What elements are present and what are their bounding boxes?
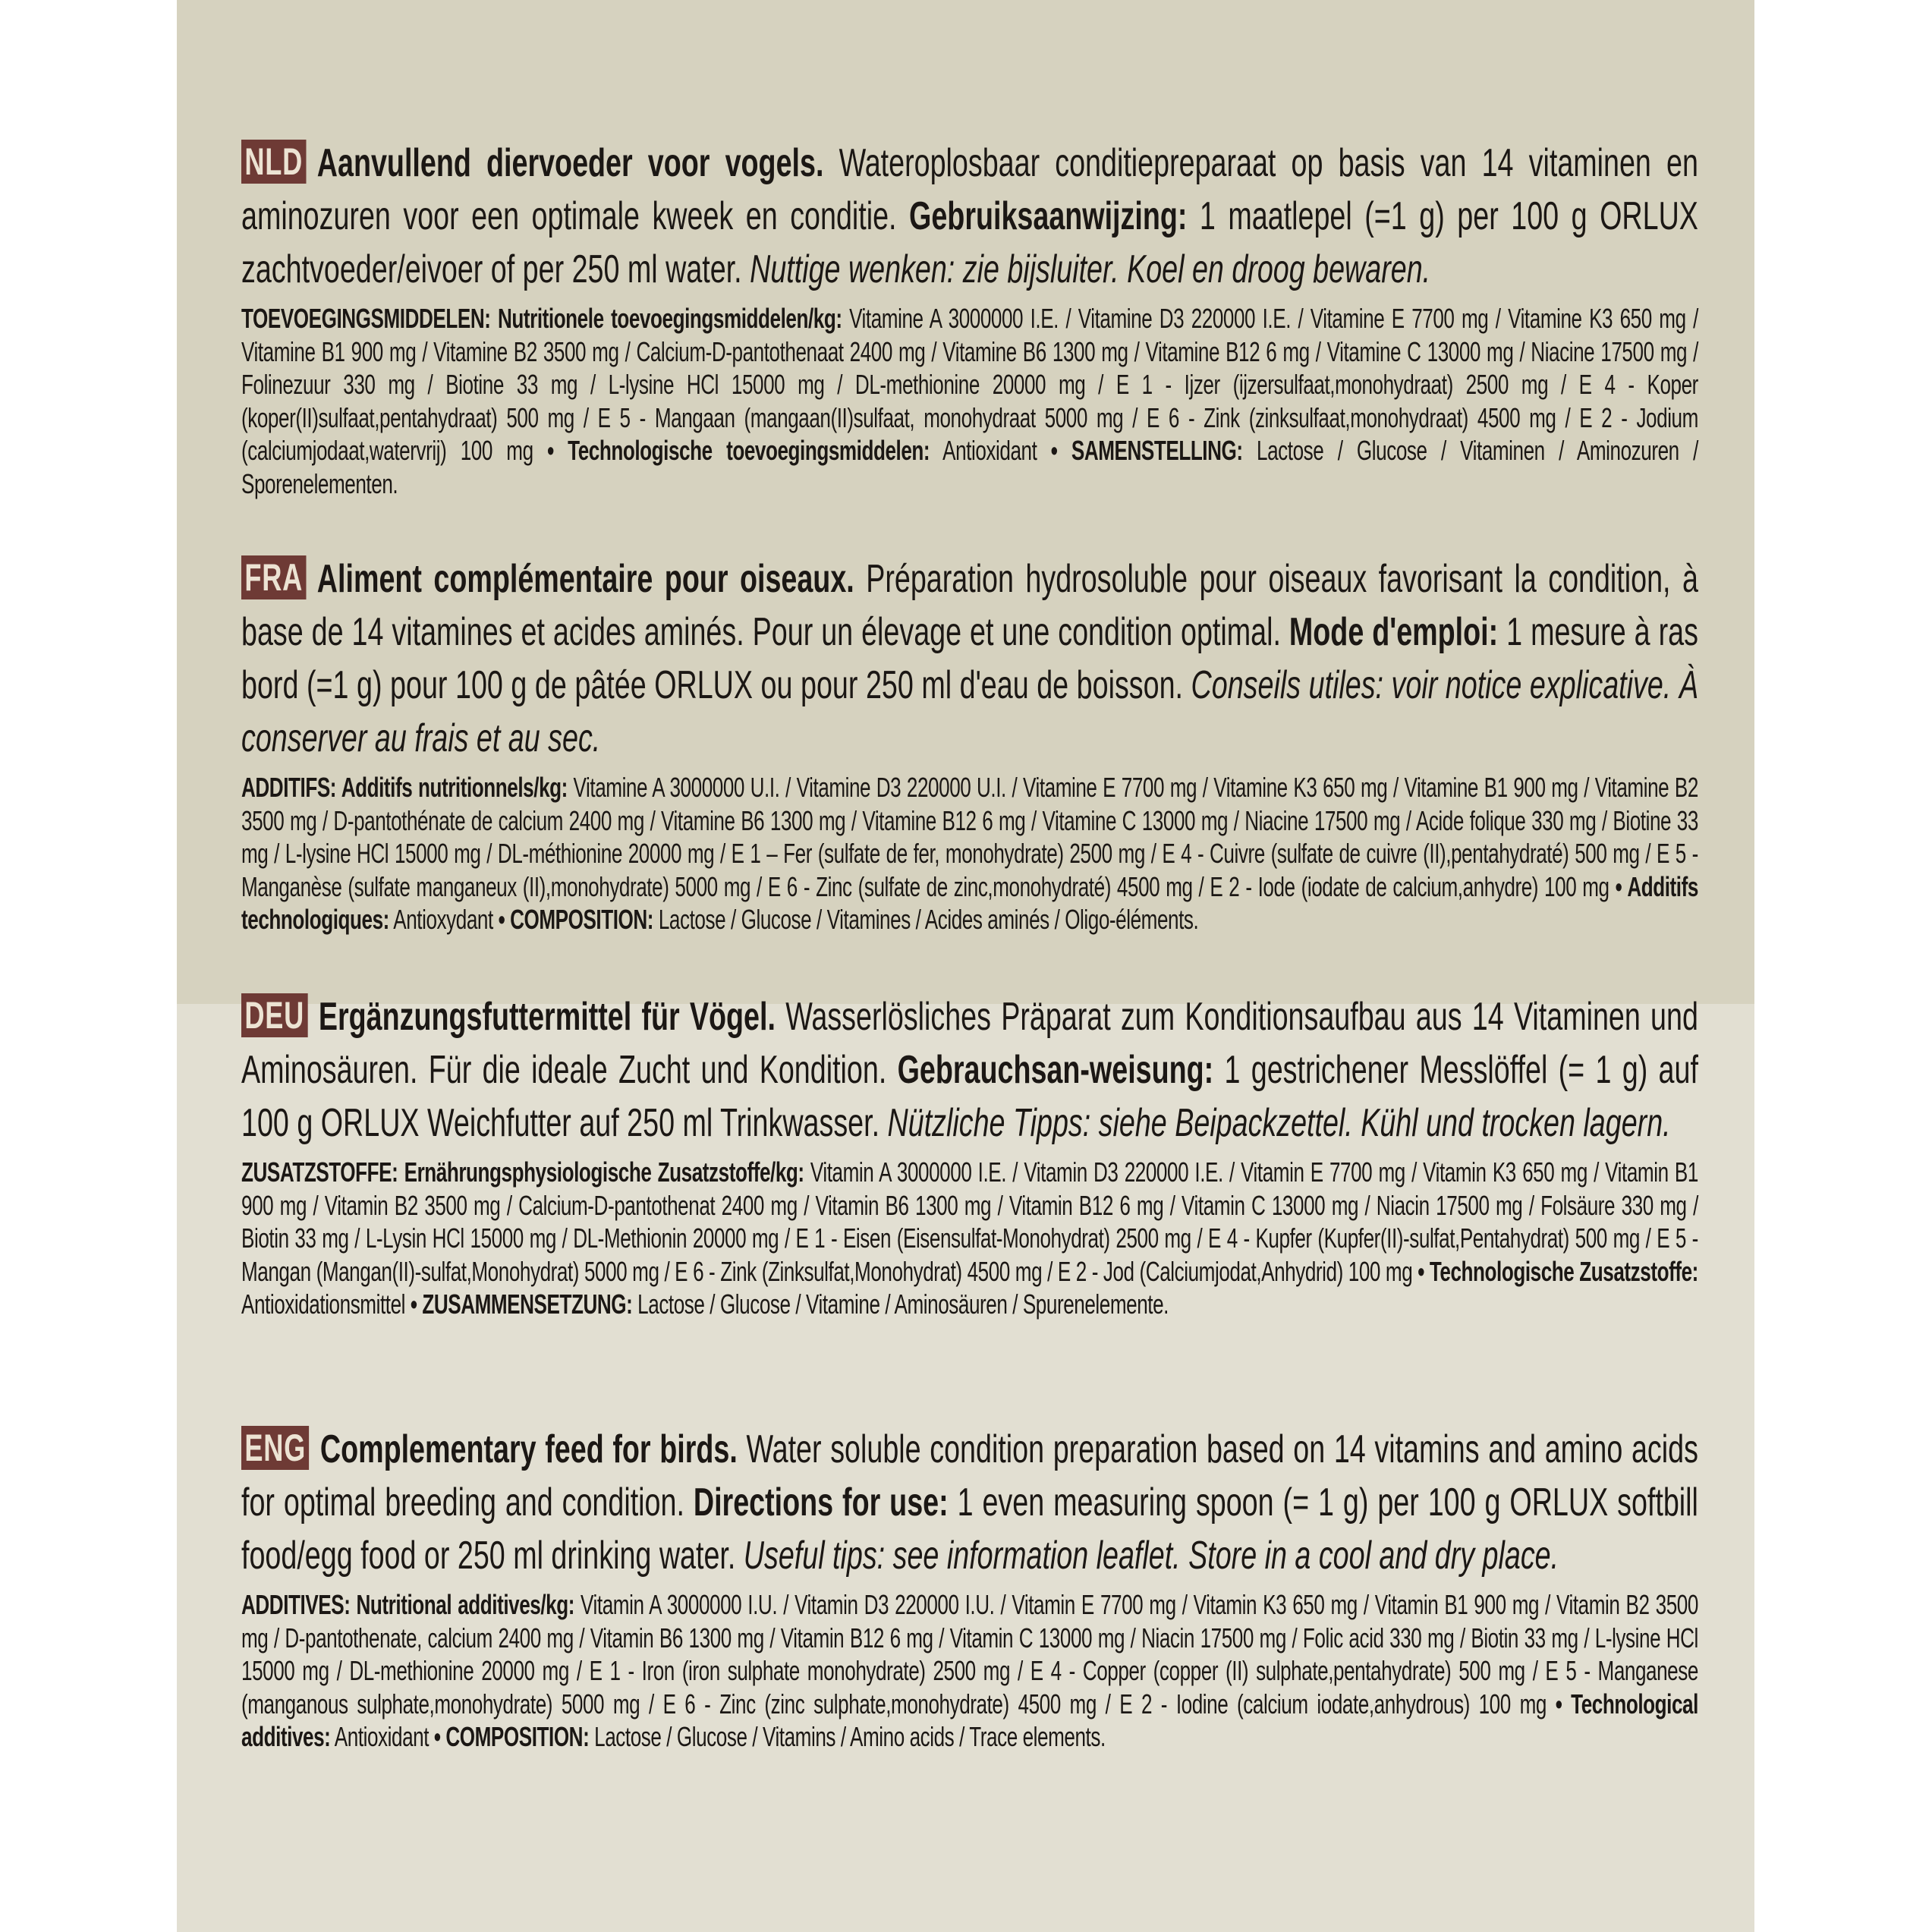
eng-title: Complementary feed for birds. (319, 1427, 738, 1471)
deu-title: Ergänzungsfuttermittel für Vögel. (318, 995, 776, 1039)
language-badge-fra: FRA (241, 555, 306, 599)
deu-intro (241, 990, 1698, 1150)
eng-intro (241, 1423, 1698, 1582)
fra-composition-label: • COMPOSITION: (498, 904, 654, 936)
deu-tech: Antioxidationsmittel (241, 1289, 411, 1320)
deu-composition: Lactose / Glucose / Vitamine / Aminosäuren / Spurenelemente. (632, 1289, 1169, 1320)
language-badge-nld: NLD (241, 140, 306, 184)
eng-usage-label: Directions for use: (693, 1480, 949, 1525)
fra-intro (241, 552, 1698, 765)
nld-intro (241, 137, 1698, 296)
nld-title: Aanvullend diervoeder voor vogels. (316, 141, 824, 185)
eng-tech: Antioxidant (330, 1721, 434, 1753)
deu-tips: Nützliche Tipps: siehe Beipackzettel. Kühl und trocken lagern. (887, 1101, 1671, 1145)
fra-additives (241, 771, 1698, 936)
fra-tech: Antioxydant (389, 904, 499, 936)
deu-additives (241, 1156, 1698, 1321)
deu-usage-label: Gebrauchsan-weisung: (897, 1048, 1214, 1092)
fra-description: Préparation hydrosoluble pour oiseaux favorisant la condition, à base de 14 vitamines et acides aminés. Pour un élevage et une condition optimal. (241, 557, 1698, 654)
fra-additives-list: Vitamine A 3000000 U.I. / Vitamine D3 220000 U.I. / Vitamine E 7700 mg / Vitamine K3 650 mg / Vitamine B1 900 mg / Vitamine B2 3500 mg / D-pantothénate de calcium 2400 mg / Vitamine B6 1300 mg / Vitamine B12 6 mg / Vitamine C 13000 mg / Niacine 17500 mg / Acide folique 330 mg / Biotine 33 mg / L-lysine HCl 15000 mg / DL-méthionine 20000 mg / E 1 – Fer (sulfate de fer, monohydrate) 2500 mg / E 4 - Cuivre (sulfate de cuivre (II),pentahydraté) 500 mg / E 5 - Manganèse (sulfate manganeux (II),monohydrate) 5000 mg / E 6 - Zinc (sulfate de zinc,monohydraté) 4500 mg / E 2 - Iode (iodate de calcium,anhydre) 100 mg (241, 772, 1698, 902)
section-nld (241, 137, 1698, 501)
eng-composition-label: • COMPOSITION: (433, 1721, 590, 1753)
eng-tech-label: • Technological additives: (241, 1688, 1698, 1753)
nld-description: Wateroplosbaar conditiepreparaat op basis van 14 vitaminen en aminozuren voor een optimale kweek en conditie. (241, 141, 1698, 238)
nld-additives (241, 302, 1698, 501)
eng-usage: 1 even measuring spoon (= 1 g) per 100 g ORLUX softbill food/egg food or 250 ml drinking water. (241, 1480, 1698, 1578)
fra-title: Aliment complémentaire pour oiseaux. (316, 557, 854, 601)
nld-tech: Antioxidant (930, 435, 1051, 467)
nld-usage-label: Gebruiksaanwijzing: (909, 194, 1188, 238)
deu-usage: 1 gestrichener Messlöffel (= 1 g) auf 100 g ORLUX Weichfutter auf 250 ml Trinkwasser. (241, 1048, 1698, 1145)
deu-description: Wasserlösliches Präparat zum Konditionsaufbau aus 14 Vitaminen und Aminosäuren. Für die ideale Zucht und Kondition. (241, 995, 1698, 1092)
language-badge-deu: DEU (241, 993, 307, 1037)
eng-description: Water soluble condition preparation based on 14 vitamins and amino acids for optimal breeding and condition. (241, 1427, 1698, 1525)
eng-additives-label: ADDITIVES: Nutritional additives/kg: (241, 1589, 574, 1620)
section-fra (241, 552, 1698, 936)
section-eng (241, 1423, 1698, 1754)
nld-additives-label: TOEVOEGINGSMIDDELEN: Nutritionele toevoegingsmiddelen/kg: (241, 303, 842, 334)
language-badge-eng: ENG (241, 1426, 309, 1470)
nld-composition: Lactose / Glucose / Vitaminen / Aminozuren / Sporenelementen. (241, 435, 1698, 499)
nld-additives-list: Vitamine A 3000000 I.E. / Vitamine D3 220000 I.E. / Vitamine E 7700 mg / Vitamine K3 650 mg / Vitamine B1 900 mg / Vitamine B2 3500 mg / Calcium-D-pantothenaat 2400 mg / Vitamine B6 1300 mg / Vitamine B12 6 mg / Vitamine C 13000 mg / Niacine 17500 mg / Folinezuur 330 mg / Biotine 33 mg / L-lysine HCl 15000 mg / DL-methionine 20000 mg / E 1 - Ijzer (ijzersulfaat,monohydraat) 2500 mg / E 4 - Koper (koper(II)sulfaat,pentahydraat) 500 mg / E 5 - Mangaan (mangaan(II)sulfaat, monohydraat 5000 mg / E 6 - Zink (zinksulfaat,monohydraat) 4500 mg / E 2 - Jodium (calciumjodaat,watervrij) 100 mg (241, 303, 1698, 467)
fra-usage-label: Mode d'emploi: (1289, 610, 1499, 654)
fra-tips: Conseils utiles: voir notice explicative. À conserver au frais et au sec. (241, 663, 1698, 760)
fra-usage: 1 mesure à ras bord (=1 g) pour 100 g de pâtée ORLUX ou pour 250 ml d'eau de boisson. (241, 610, 1698, 707)
deu-composition-label: • ZUSAMMENSETZUNG: (410, 1289, 633, 1320)
eng-additives-list: Vitamin A 3000000 I.U. / Vitamin D3 220000 I.U. / Vitamin E 7700 mg / Vitamin K3 650 mg / Vitamin B1 900 mg / Vitamin B2 3500 mg / D-pantothenate, calcium 2400 mg / Vitamin B6 1300 mg / Vitamin B12 6 mg / Vitamin C 13000 mg / Niacin 17500 mg / Folic acid 330 mg / Biotin 33 mg / L-lysine HCl 15000 mg / DL-methionine 20000 mg / E 1 - Iron (iron sulphate monohydrate) 2500 mg / E 4 - Copper (copper (II) sulphate,pentahydrate) 500 mg / E 5 - Manganese (manganous sulphate,monohydrate) 5000 mg / E 6 - Zinc (zinc sulphate,monohydrate) 4500 mg / E 2 - Iodine (calcium iodate,anhydrous) 100 mg (241, 1589, 1698, 1720)
eng-additives (241, 1588, 1698, 1754)
section-deu (241, 990, 1698, 1321)
nld-tech-label: • Technologische toevoegingsmiddelen: (547, 435, 930, 467)
deu-tech-label: • Technologische Zusatzstoffe: (1418, 1255, 1698, 1287)
nld-composition-label: • SAMENSTELLING: (1050, 435, 1243, 467)
nld-usage: 1 maatlepel (=1 g) per 100 g ORLUX zachtvoeder/eivoer of per 250 ml water. (241, 194, 1698, 291)
nld-tips: Nuttige wenken: zie bijsluiter. Koel en droog bewaren. (750, 247, 1431, 291)
deu-additives-list: Vitamin A 3000000 I.E. / Vitamin D3 220000 I.E. / Vitamin E 7700 mg / Vitamin K3 650 mg / Vitamin B1 900 mg / Vitamin B2 3500 mg / Calcium-D-pantothenat 2400 mg / Vitamin B6 1300 mg / Vitamin B12 6 mg / Vitamin C 13000 mg / Niacin 17500 mg / Folsäure 330 mg / Biotin 33 mg / L-Lysin HCl 15000 mg / DL-Methionin 20000 mg / E 1 - Eisen (Eisensulfat-Monohydrat) 2500 mg / E 4 - Kupfer (Kupfer(II)-sulfat,Pentahydrat) 500 mg / E 5 - Mangan (Mangan(II)-sulfat,Monohydrat) 5000 mg / E 6 - Zink (Zinksulfat,Monohydrat) 4500 mg / E 2 - Jod (Calciumjodat,Anhydrid) 100 mg (241, 1156, 1698, 1287)
fra-tech-label: • Additifs technologiques: (241, 870, 1698, 936)
fra-additives-label: ADDITIFS: Additifs nutritionnels/kg: (241, 772, 568, 803)
deu-additives-label: ZUSATZSTOFFE: Ernährungsphysiologische Zusatzstoffe/kg: (241, 1156, 804, 1188)
eng-tips: Useful tips: see information leaflet. Store in a cool and dry place. (743, 1534, 1559, 1578)
fra-composition: Lactose / Glucose / Vitamines / Acides aminés / Oligo-éléments. (653, 904, 1199, 936)
eng-composition: Lactose / Glucose / Vitamins / Amino acids / Trace elements. (589, 1721, 1106, 1753)
